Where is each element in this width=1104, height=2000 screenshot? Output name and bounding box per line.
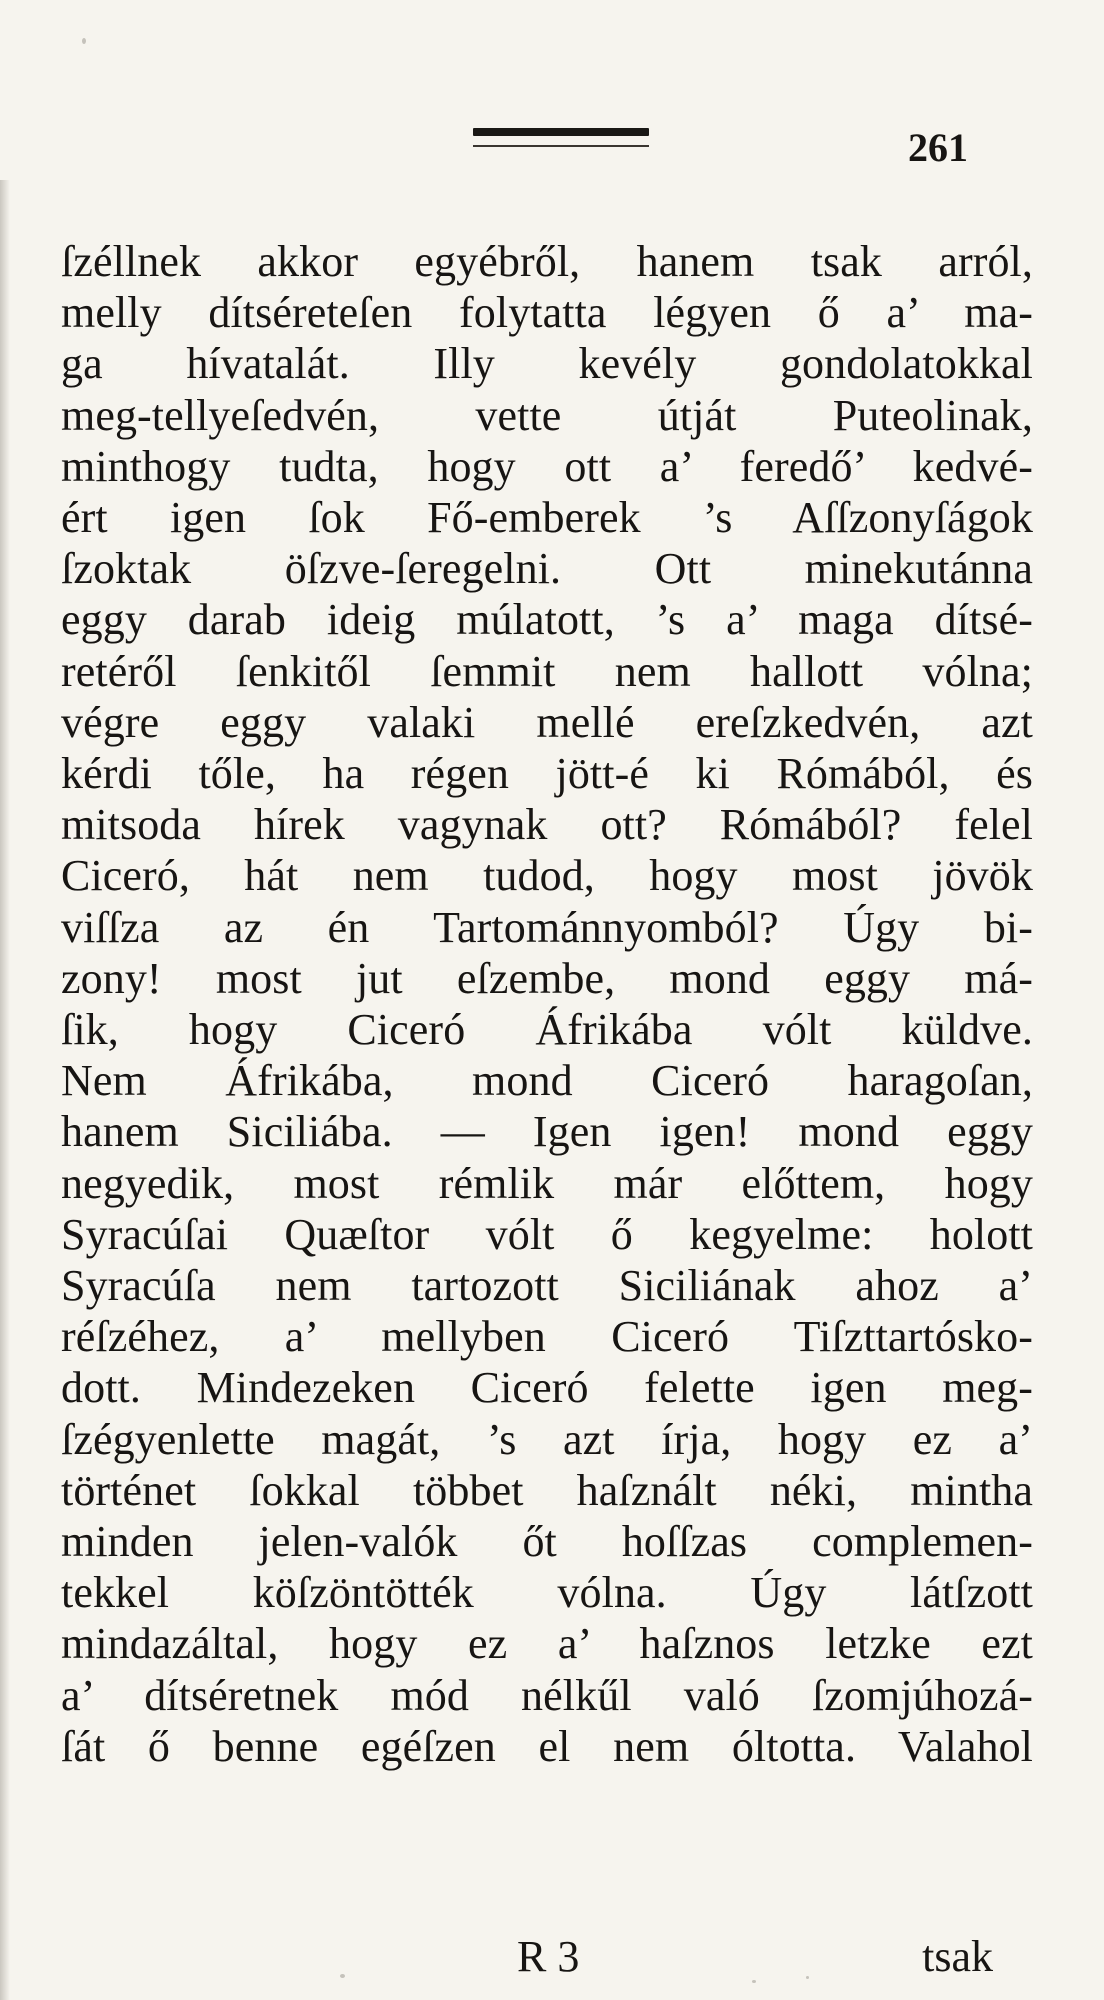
text-line: eggy darab ideig múlatott, ’s a’ maga dítsé-	[61, 595, 1033, 645]
text-line: melly dítséreteſen folytatta légyen ő a’ ma-	[61, 288, 1033, 338]
text-line: dott. Mindezeken Ciceró felette igen meg-	[61, 1363, 1033, 1413]
text-line: Nem Áfrikába, mond Ciceró haragoſan,	[61, 1056, 1033, 1106]
text-line: Syracúſa nem tartozott Siciliának ahoz a’	[61, 1261, 1033, 1311]
header-rule	[473, 128, 649, 136]
page-number: 261	[908, 125, 968, 170]
text-line: Syracúſai Quæſtor vólt ő kegyelme: holott	[61, 1209, 1033, 1259]
text-line: ſát ő benne egéſzen el nem óltotta. Valahol	[61, 1721, 1033, 1771]
text-line: zony! most jut eſzembe, mond eggy má-	[61, 953, 1033, 1003]
text-line: történet ſokkal többet haſznált néki, mintha	[61, 1465, 1033, 1515]
catchword: tsak	[922, 1932, 993, 1981]
text-line: negyedik, most rémlik már előttem, hogy	[61, 1158, 1033, 1208]
text-line: ſzoktak öſzve-ſeregelni. Ott minekutánna	[61, 544, 1033, 594]
text-line: retéről ſenkitől ſemmit nem hallott vólna;	[61, 646, 1033, 696]
text-line: hanem Siciliába. — Igen igen! mond eggy	[61, 1107, 1033, 1157]
text-line: ſzégyenlette magát, ’s azt írja, hogy ez a’	[61, 1414, 1033, 1464]
signature-mark: R 3	[517, 1932, 580, 1981]
text-line: minthogy tudta, hogy ott a’ feredő’ kedvé-	[61, 441, 1033, 491]
text-line: kérdi tőle, ha régen jött-é ki Rómából, és	[61, 749, 1033, 799]
text-line: mindazáltal, hogy ez a’ haſznos letzke ezt	[61, 1619, 1033, 1669]
page-footer	[61, 1932, 1033, 1990]
text-line: tekkel köſzöntötték vólna. Úgy látſzott	[61, 1568, 1033, 1618]
text-line: minden jelen-valók őt hoſſzas complemen-	[61, 1517, 1033, 1567]
text-line: a’ dítséretnek mód nélkűl való ſzomjúhozá-	[61, 1670, 1033, 1720]
header-rule-underline	[473, 145, 649, 147]
text-line: ért igen ſok Fő-emberek ’s Aſſzonyſágok	[61, 493, 1033, 543]
main-text-block	[61, 236, 1033, 1772]
text-line: viſſza az én Tartománnyomból? Úgy bi-	[61, 902, 1033, 952]
text-line: ſzéllnek akkor egyébről, hanem tsak arról,	[61, 237, 1033, 286]
text-line: ga hívatalát. Illy kevély gondolatokkal	[61, 339, 1033, 389]
text-line: Ciceró, hát nem tudod, hogy most jövök	[61, 851, 1033, 901]
text-line: mitsoda hírek vagynak ott? Rómából? felel	[61, 800, 1033, 850]
page-edge-stain	[0, 180, 10, 2000]
text-line: ſik, hogy Ciceró Áfrikába vólt küldve.	[61, 1005, 1033, 1055]
paper-speck	[82, 38, 86, 44]
text-line: meg-tellyeſedvén, vette útját Puteolinak,	[61, 390, 1033, 440]
text-line: végre eggy valaki mellé ereſzkedvén, azt	[61, 697, 1033, 747]
text-line: réſzéhez, a’ mellyben Ciceró Tiſzttartósko-	[61, 1312, 1033, 1362]
